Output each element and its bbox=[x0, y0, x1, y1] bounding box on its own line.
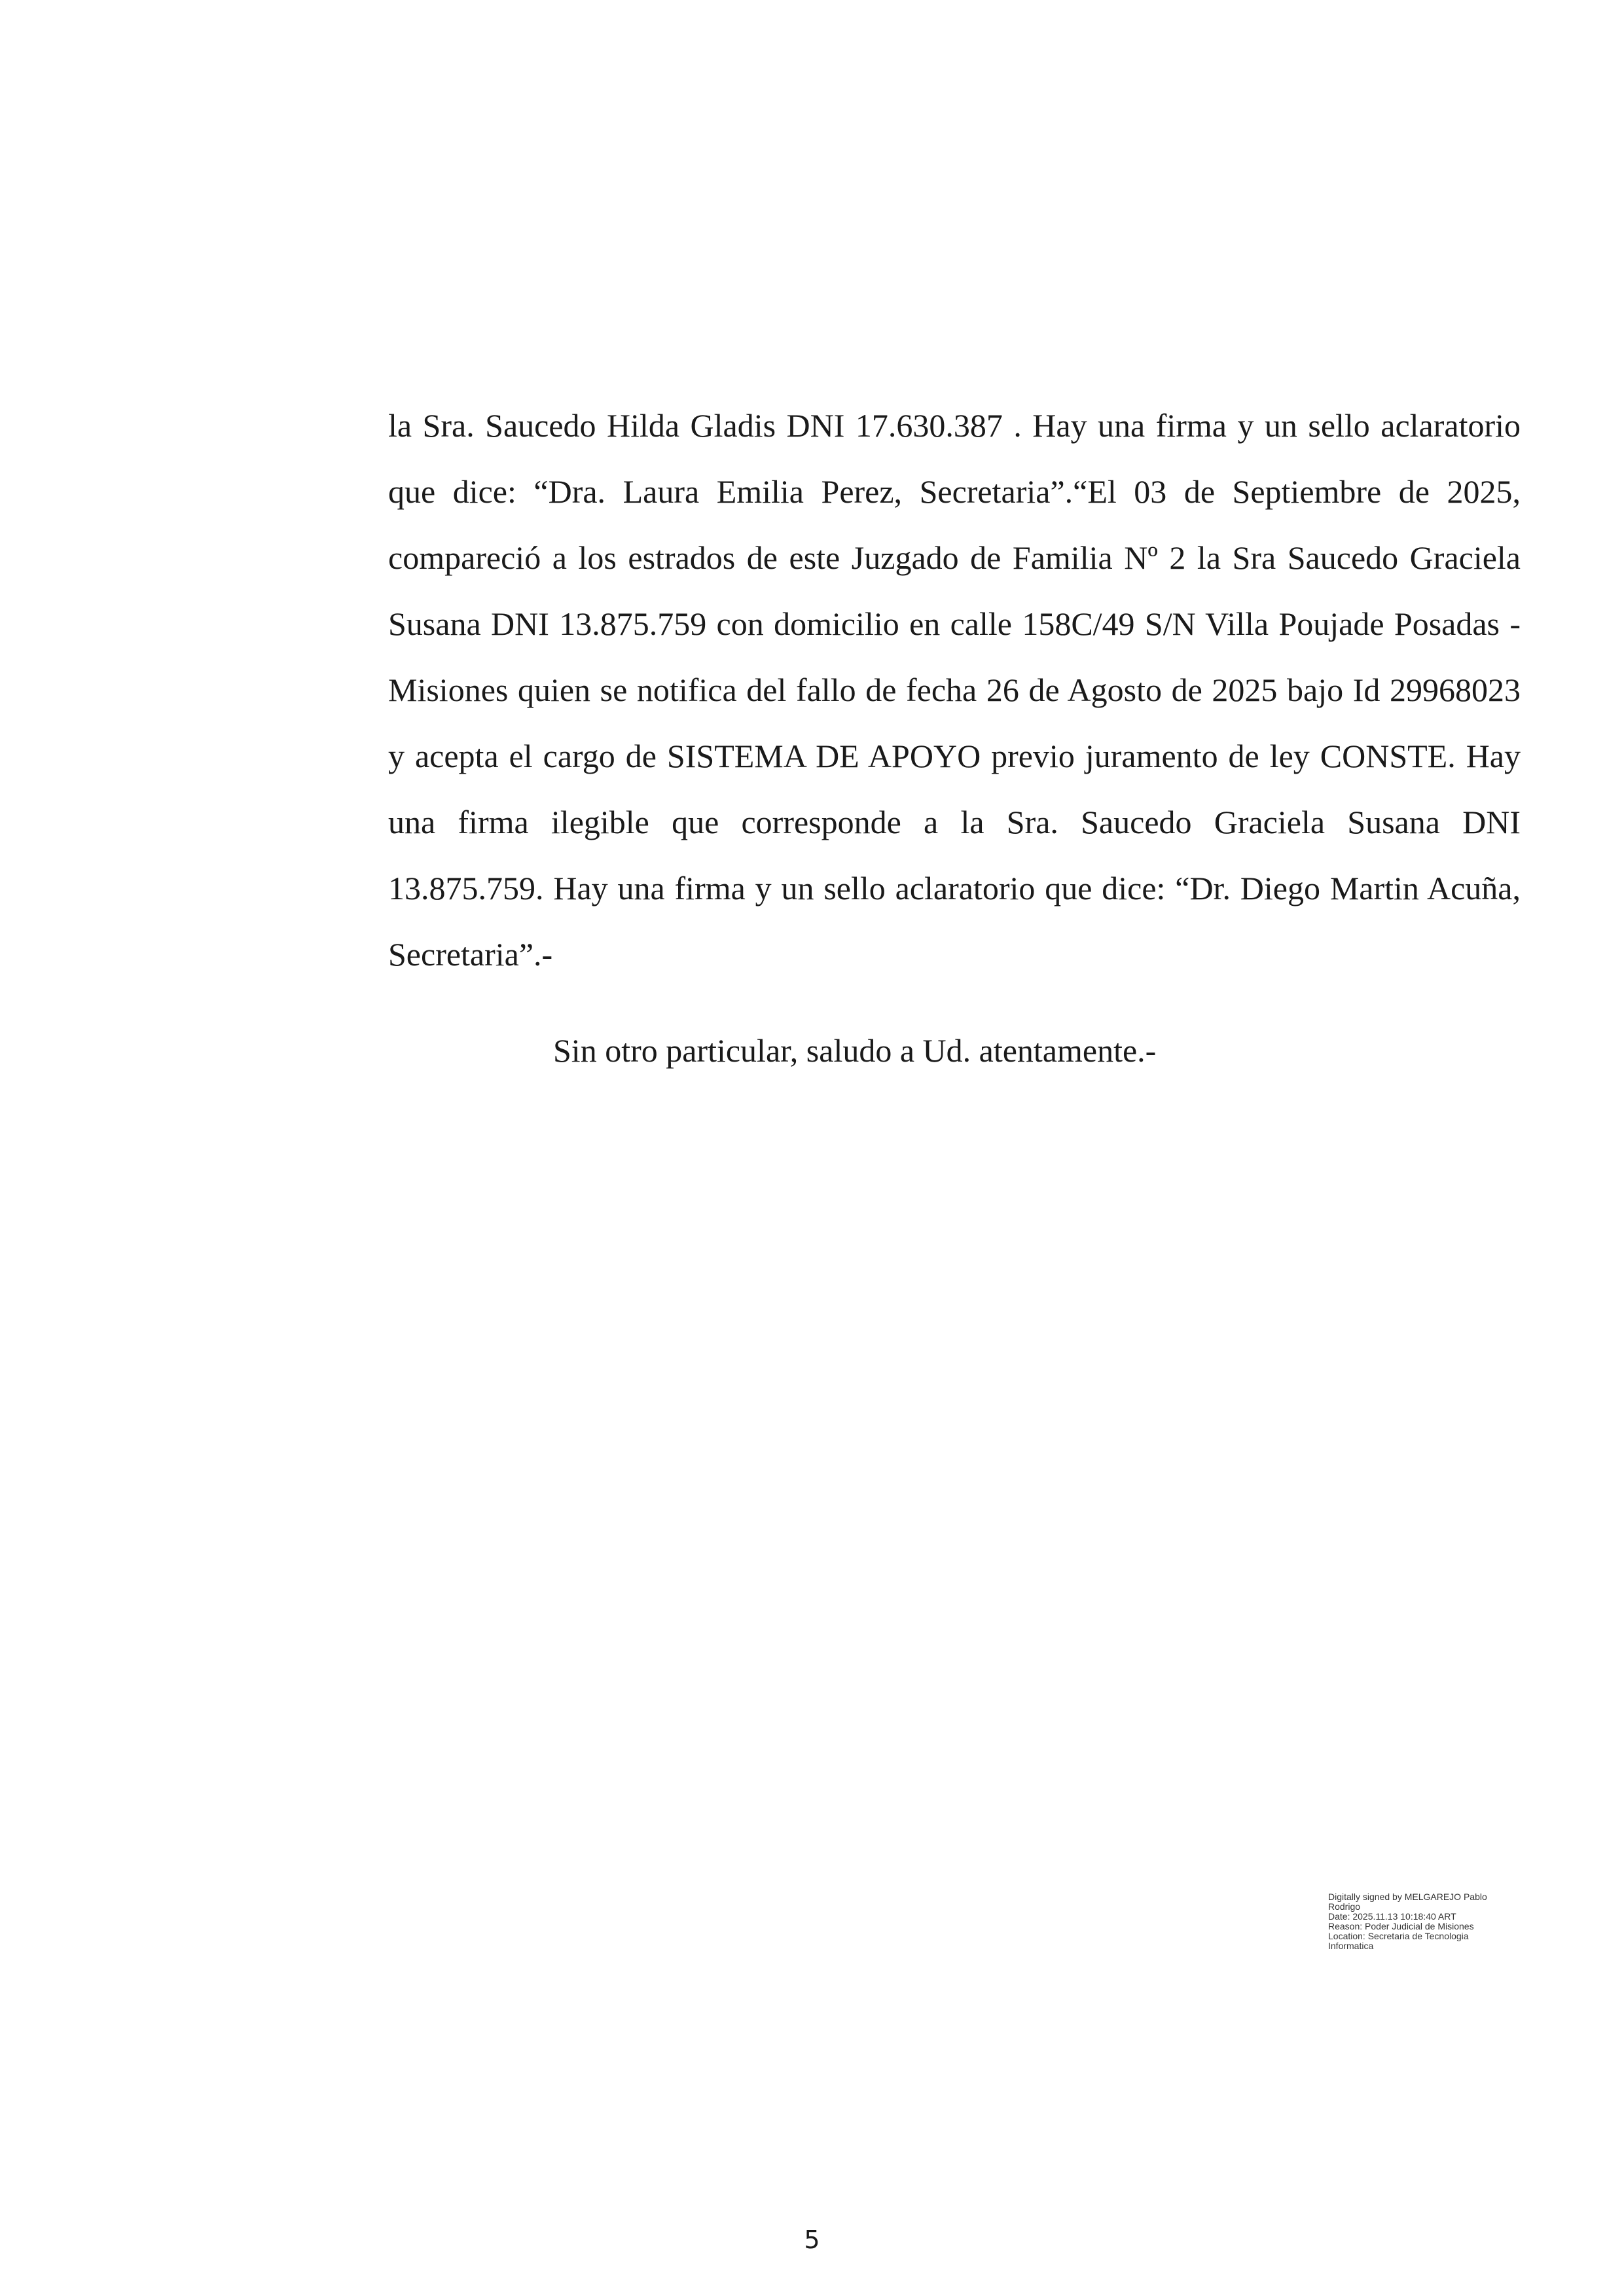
closing-line: Sin otro particular, saludo a Ud. atentamente.- bbox=[553, 1032, 1157, 1069]
signature-signed-by: Digitally signed by MELGAREJO Pablo bbox=[1328, 1892, 1487, 1902]
digital-signature-block bbox=[1328, 1892, 1551, 1951]
signature-signed-by-cont: Rodrigo bbox=[1328, 1901, 1361, 1912]
signature-reason: Reason: Poder Judicial de Misiones bbox=[1328, 1921, 1474, 1931]
signature-location: Location: Secretaria de Tecnologia bbox=[1328, 1931, 1469, 1941]
signature-location-cont: Informatica bbox=[1328, 1941, 1374, 1951]
body-paragraph: la Sra. Saucedo Hilda Gladis DNI 17.630.387 . Hay una firma y un sello aclaratorio que dice: “Dra. Laura Emilia Perez, Secretaria”.“El 03 de Septiembre de 2025, compareció a los estrados de este Juzgado de Familia Nº 2 la Sra Saucedo Graciela Susana DNI 13.875.759 con domicilio en calle 158C/49 S/N Villa Poujade Posadas - Misiones quien se notifica del fallo de fecha 26 de Agosto de 2025 bajo Id 29968023 y acepta el cargo de SISTEMA DE APOYO previo juramento de ley CONSTE. Hay una firma ilegible que corresponde a la Sra. Saucedo Graciela Susana DNI 13.875.759. Hay una firma y un sello aclaratorio que dice: “Dr. Diego Martin Acuña, Secretaria”.- bbox=[388, 407, 1521, 973]
signature-date: Date: 2025.11.13 10:18:40 ART bbox=[1328, 1911, 1456, 1922]
page-number: 5 bbox=[804, 2225, 820, 2254]
